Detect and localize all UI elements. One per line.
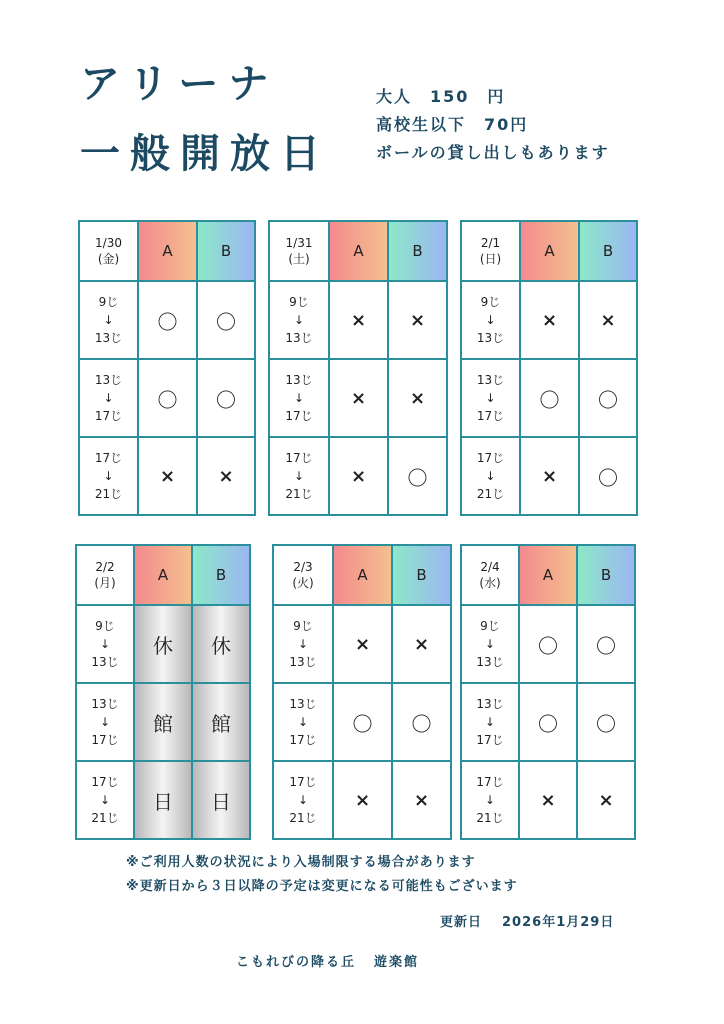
arrow-down-icon: ↓ (99, 637, 111, 651)
day-schedule-table (78, 220, 256, 516)
time-slot-row (76, 605, 250, 683)
court-a-availability: × (138, 437, 197, 515)
court-b-availability: × (577, 761, 635, 839)
weekday-label: (水) (479, 576, 501, 590)
arrow-down-icon: ↓ (485, 313, 496, 327)
court-a-header: A (138, 221, 197, 281)
time-slot-row (76, 683, 250, 761)
court-b-availability: 〇 (579, 359, 637, 437)
facility-name (236, 956, 419, 969)
time-end: 13じ (476, 655, 504, 669)
time-start: 13じ (94, 373, 123, 387)
court-b-availability: 〇 (579, 437, 637, 515)
court-a-availability: × (519, 761, 577, 839)
date-cell (76, 545, 134, 605)
time-slot-row (461, 437, 637, 515)
time-range-cell (273, 605, 333, 683)
time-range-cell (461, 683, 519, 761)
day-schedule-table (460, 220, 638, 516)
arrow-down-icon: ↓ (484, 793, 496, 807)
court-a-availability: 〇 (519, 605, 577, 683)
court-b-header: B (392, 545, 451, 605)
date-label: 2/1 (480, 236, 501, 250)
date-label: 2/2 (95, 560, 115, 574)
time-slot-row (461, 605, 635, 683)
arrow-down-icon: ↓ (297, 715, 309, 729)
day-schedule-table (75, 544, 251, 840)
time-slot-row (269, 359, 447, 437)
time-range-cell (76, 761, 134, 839)
arrow-down-icon: ↓ (99, 793, 111, 807)
note-schedule-change: ※更新日から３日以降の予定は変更になる可能性もございます (126, 879, 518, 894)
arrow-down-icon: ↓ (103, 469, 114, 483)
time-slot-row (269, 437, 447, 515)
arrow-down-icon: ↓ (103, 313, 114, 327)
time-start: 17じ (285, 451, 313, 465)
time-start: 9じ (480, 295, 501, 309)
time-start: 17じ (476, 775, 504, 789)
court-a-availability: × (333, 761, 392, 839)
time-slot-row (273, 761, 451, 839)
arrow-down-icon: ↓ (297, 793, 309, 807)
weekday-label: (日) (479, 252, 502, 266)
time-slot-row (76, 761, 250, 839)
court-b-availability: 〇 (197, 359, 255, 437)
time-slot-row (79, 437, 255, 515)
arrow-down-icon: ↓ (293, 469, 305, 483)
time-end: 21じ (285, 487, 313, 501)
time-slot-row (461, 761, 635, 839)
price-student: 高校生以下 70円 (376, 115, 529, 134)
arrow-down-icon: ↓ (103, 391, 114, 405)
time-range-cell (461, 605, 519, 683)
time-start: 9じ (293, 619, 313, 633)
day-schedule-table (460, 544, 636, 840)
arrow-down-icon: ↓ (293, 391, 305, 405)
arrow-down-icon: ↓ (484, 637, 496, 651)
time-range-cell (269, 359, 329, 437)
court-b-header: B (388, 221, 447, 281)
court-b-availability: 〇 (392, 683, 451, 761)
court-a-availability: 〇 (520, 359, 579, 437)
date-label: 1/30 (95, 236, 122, 250)
court-a-availability: 日 (134, 761, 192, 839)
court-b-availability: 〇 (388, 437, 447, 515)
time-range-cell (76, 683, 134, 761)
date-label: 2/4 (480, 560, 500, 574)
court-a-availability: 〇 (138, 281, 197, 359)
date-cell (269, 221, 329, 281)
date-label: 2/3 (293, 560, 313, 574)
time-start: 13じ (476, 697, 504, 711)
day-schedule-table (272, 544, 452, 840)
time-slot-row (461, 683, 635, 761)
time-slot-row (79, 359, 255, 437)
time-range-cell (273, 683, 333, 761)
court-b-availability: × (392, 761, 451, 839)
time-range-cell (461, 359, 520, 437)
court-a-availability: 〇 (138, 359, 197, 437)
time-slot-row (461, 281, 637, 359)
price-adult: 大人 150 円 (376, 87, 506, 106)
arrow-down-icon: ↓ (293, 313, 305, 327)
facility-building: 遊楽館 (374, 955, 420, 970)
time-end: 13じ (289, 655, 317, 669)
note-entry-limit: ※ご利用人数の状況により入場制限する場合があります (126, 855, 476, 870)
court-b-availability: × (388, 281, 447, 359)
updated-date: 2026年1月29日 (502, 915, 615, 930)
court-a-availability: × (329, 359, 388, 437)
time-start: 17じ (91, 775, 119, 789)
court-a-availability: × (329, 281, 388, 359)
time-end: 17じ (289, 733, 317, 747)
court-b-header: B (579, 221, 637, 281)
court-a-header: A (333, 545, 392, 605)
court-a-availability: 〇 (333, 683, 392, 761)
time-end: 13じ (476, 331, 505, 345)
time-start: 9じ (98, 295, 119, 309)
court-b-availability: 〇 (577, 683, 635, 761)
time-start: 13じ (476, 373, 505, 387)
court-b-header: B (192, 545, 250, 605)
page-title-line1: アリーナ (80, 61, 279, 107)
court-b-availability: × (388, 359, 447, 437)
court-b-availability: × (197, 437, 255, 515)
time-end: 21じ (91, 811, 119, 825)
time-end: 21じ (476, 811, 504, 825)
time-end: 21じ (289, 811, 317, 825)
time-end: 17じ (285, 409, 313, 423)
time-range-cell (269, 437, 329, 515)
court-b-availability: 〇 (197, 281, 255, 359)
arrow-down-icon: ↓ (484, 715, 496, 729)
date-cell (461, 545, 519, 605)
time-end: 17じ (476, 409, 505, 423)
date-cell (461, 221, 520, 281)
date-label: 1/31 (285, 236, 313, 250)
court-a-availability: 休 (134, 605, 192, 683)
time-slot-row (461, 359, 637, 437)
time-end: 21じ (94, 487, 123, 501)
time-slot-row (269, 281, 447, 359)
court-b-header: B (197, 221, 255, 281)
weekday-label: (月) (94, 576, 116, 590)
page-title-line2: 一般開放日 (80, 131, 330, 177)
court-b-availability: 休 (192, 605, 250, 683)
time-slot-row (273, 605, 451, 683)
time-start: 9じ (95, 619, 115, 633)
time-start: 17じ (289, 775, 317, 789)
time-end: 13じ (94, 331, 123, 345)
court-b-availability: 〇 (577, 605, 635, 683)
time-start: 17じ (476, 451, 505, 465)
time-slot-row (79, 281, 255, 359)
time-start: 17じ (94, 451, 123, 465)
court-b-availability: × (579, 281, 637, 359)
time-range-cell (461, 761, 519, 839)
court-a-availability: × (520, 437, 579, 515)
court-b-availability: × (392, 605, 451, 683)
court-a-availability: 〇 (519, 683, 577, 761)
court-a-availability: × (520, 281, 579, 359)
arrow-down-icon: ↓ (485, 391, 496, 405)
time-range-cell (461, 437, 520, 515)
court-a-availability: 館 (134, 683, 192, 761)
time-end: 21じ (476, 487, 505, 501)
time-range-cell (79, 437, 138, 515)
court-b-availability: 館 (192, 683, 250, 761)
date-cell (273, 545, 333, 605)
weekday-label: (土) (288, 252, 310, 266)
time-start: 13じ (91, 697, 119, 711)
court-b-availability: 日 (192, 761, 250, 839)
ball-rental-note: ボールの貸し出しもあります (376, 143, 610, 162)
day-schedule-table (268, 220, 448, 516)
court-a-header: A (520, 221, 579, 281)
time-start: 13じ (285, 373, 313, 387)
weekday-label: (火) (292, 576, 314, 590)
arrow-down-icon: ↓ (297, 637, 309, 651)
time-slot-row (273, 683, 451, 761)
time-range-cell (273, 761, 333, 839)
court-b-header: B (577, 545, 635, 605)
arrow-down-icon: ↓ (485, 469, 496, 483)
court-a-availability: × (333, 605, 392, 683)
time-end: 13じ (91, 655, 119, 669)
weekday-label: (金) (97, 252, 120, 266)
time-range-cell (461, 281, 520, 359)
time-end: 17じ (91, 733, 119, 747)
court-a-header: A (519, 545, 577, 605)
arrow-down-icon: ↓ (99, 715, 111, 729)
time-range-cell (79, 281, 138, 359)
time-end: 17じ (476, 733, 504, 747)
time-range-cell (269, 281, 329, 359)
updated-info (440, 916, 614, 929)
time-start: 9じ (480, 619, 500, 633)
time-start: 9じ (289, 295, 309, 309)
updated-label: 更新日 (440, 915, 483, 930)
court-a-header: A (329, 221, 388, 281)
time-end: 13じ (285, 331, 313, 345)
facility-place: こもれびの降る丘 (236, 955, 357, 970)
time-start: 13じ (289, 697, 317, 711)
time-range-cell (79, 359, 138, 437)
time-range-cell (76, 605, 134, 683)
date-cell (79, 221, 138, 281)
court-a-header: A (134, 545, 192, 605)
court-a-availability: × (329, 437, 388, 515)
time-end: 17じ (94, 409, 123, 423)
